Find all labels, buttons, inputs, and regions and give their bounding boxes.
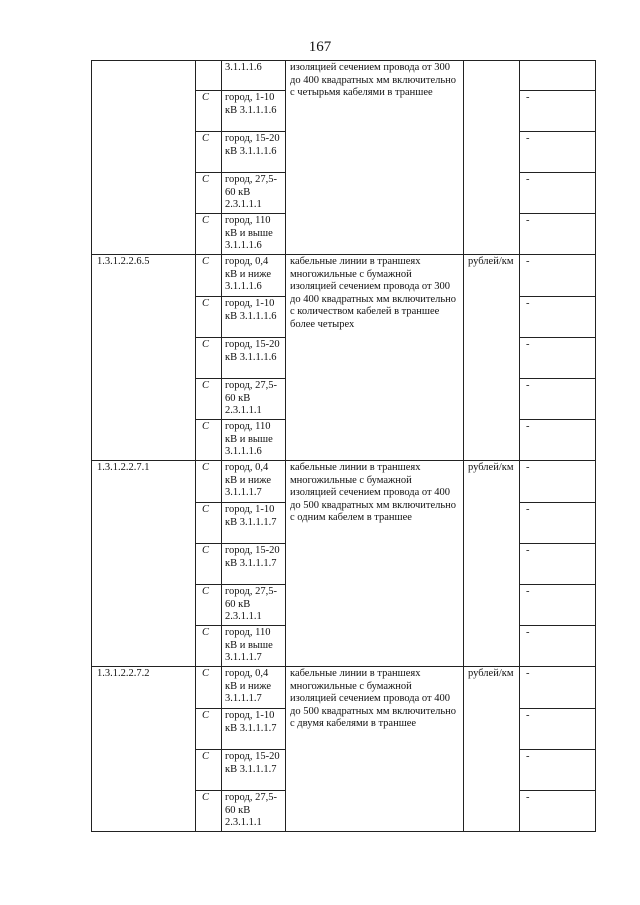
description-cell: изоляцией сечением провода от 300 до 400 квадратных мм включительно с четырьмя кабелями в траншее [286,61,464,255]
condition-cell: город, 110 кВ и выше 3.1.1.1.6 [222,420,286,461]
code-cell: 1.3.1.2.2.7.1 [92,461,196,667]
mark-cell: С [196,338,222,379]
condition-cell: город, 110 кВ и выше 3.1.1.1.6 [222,214,286,255]
value-cell: - [520,297,596,338]
value-cell: - [520,255,596,297]
value-cell: - [520,585,596,626]
unit-cell: рублей/км [464,461,520,667]
condition-cell: город, 1-10 кВ 3.1.1.1.7 [222,503,286,544]
description-cell: кабельные линии в траншеях многожильные с бумажной изоляцией сечением провода от 400 до 500 квадратных мм включительно с одним кабелем в траншее [286,461,464,667]
value-cell: - [520,173,596,214]
condition-cell: город, 27,5-60 кВ 2.3.1.1.1 [222,173,286,214]
value-cell: - [520,91,596,132]
page-number: 167 [308,39,332,55]
unit-cell: рублей/км [464,667,520,832]
mark-cell: С [196,626,222,667]
condition-cell: город, 15-20 кВ 3.1.1.1.6 [222,338,286,379]
value-cell: - [520,667,596,709]
value-cell: - [520,379,596,420]
mark-cell: С [196,503,222,544]
condition-cell: город, 0,4 кВ и ниже 3.1.1.1.7 [222,667,286,709]
mark-cell: С [196,297,222,338]
mark-cell: С [196,214,222,255]
value-cell: - [520,626,596,667]
mark-cell: С [196,173,222,214]
mark-cell: С [196,91,222,132]
mark-cell: С [196,544,222,585]
condition-cell: город, 1-10 кВ 3.1.1.1.7 [222,709,286,750]
condition-cell: город, 27,5-60 кВ 2.3.1.1.1 [222,585,286,626]
description-cell: кабельные линии в траншеях многожильные с бумажной изоляцией сечением провода от 400 до 500 квадратных мм включительно с двумя кабелями в траншее [286,667,464,832]
code-cell [92,61,196,255]
value-cell: - [520,503,596,544]
value-cell: - [520,544,596,585]
table-row [92,667,596,709]
mark-cell: С [196,461,222,503]
value-cell: - [520,132,596,173]
condition-cell: город, 15-20 кВ 3.1.1.1.7 [222,544,286,585]
condition-cell: город, 15-20 кВ 3.1.1.1.6 [222,132,286,173]
condition-cell: город, 27,5-60 кВ 2.3.1.1.1 [222,791,286,832]
code-cell: 1.3.1.2.2.6.5 [92,255,196,461]
condition-cell: город, 27,5-60 кВ 2.3.1.1.1 [222,379,286,420]
mark-cell [196,61,222,91]
mark-cell: С [196,667,222,709]
mark-cell: С [196,791,222,832]
condition-cell: город, 0,4 кВ и ниже 3.1.1.1.6 [222,255,286,297]
value-cell: - [520,709,596,750]
value-cell: - [520,420,596,461]
condition-cell: город, 1-10 кВ 3.1.1.1.6 [222,297,286,338]
table-row [92,61,596,91]
mark-cell: С [196,420,222,461]
condition-cell: город, 110 кВ и выше 3.1.1.1.7 [222,626,286,667]
value-cell: - [520,338,596,379]
condition-cell: город, 15-20 кВ 3.1.1.1.7 [222,750,286,791]
value-cell: - [520,750,596,791]
description-cell: кабельные линии в траншеях многожильные с бумажной изоляцией сечением провода от 300 до 400 квадратных мм включительно с количеством кабелей в траншее более четырех [286,255,464,461]
table-row [92,255,596,297]
unit-cell: рублей/км [464,255,520,461]
condition-cell: город, 0,4 кВ и ниже 3.1.1.1.7 [222,461,286,503]
value-cell: - [520,214,596,255]
table-row [92,461,596,503]
mark-cell: С [196,255,222,297]
mark-cell: С [196,379,222,420]
mark-cell: С [196,585,222,626]
value-cell: - [520,791,596,832]
value-cell [520,61,596,91]
mark-cell: С [196,709,222,750]
mark-cell: С [196,132,222,173]
unit-cell [464,61,520,255]
condition-cell: город, 1-10 кВ 3.1.1.1.6 [222,91,286,132]
code-cell: 1.3.1.2.2.7.2 [92,667,196,832]
value-cell: - [520,461,596,503]
tariff-table [91,60,596,832]
mark-cell: С [196,750,222,791]
condition-cell: 3.1.1.1.6 [222,61,286,91]
